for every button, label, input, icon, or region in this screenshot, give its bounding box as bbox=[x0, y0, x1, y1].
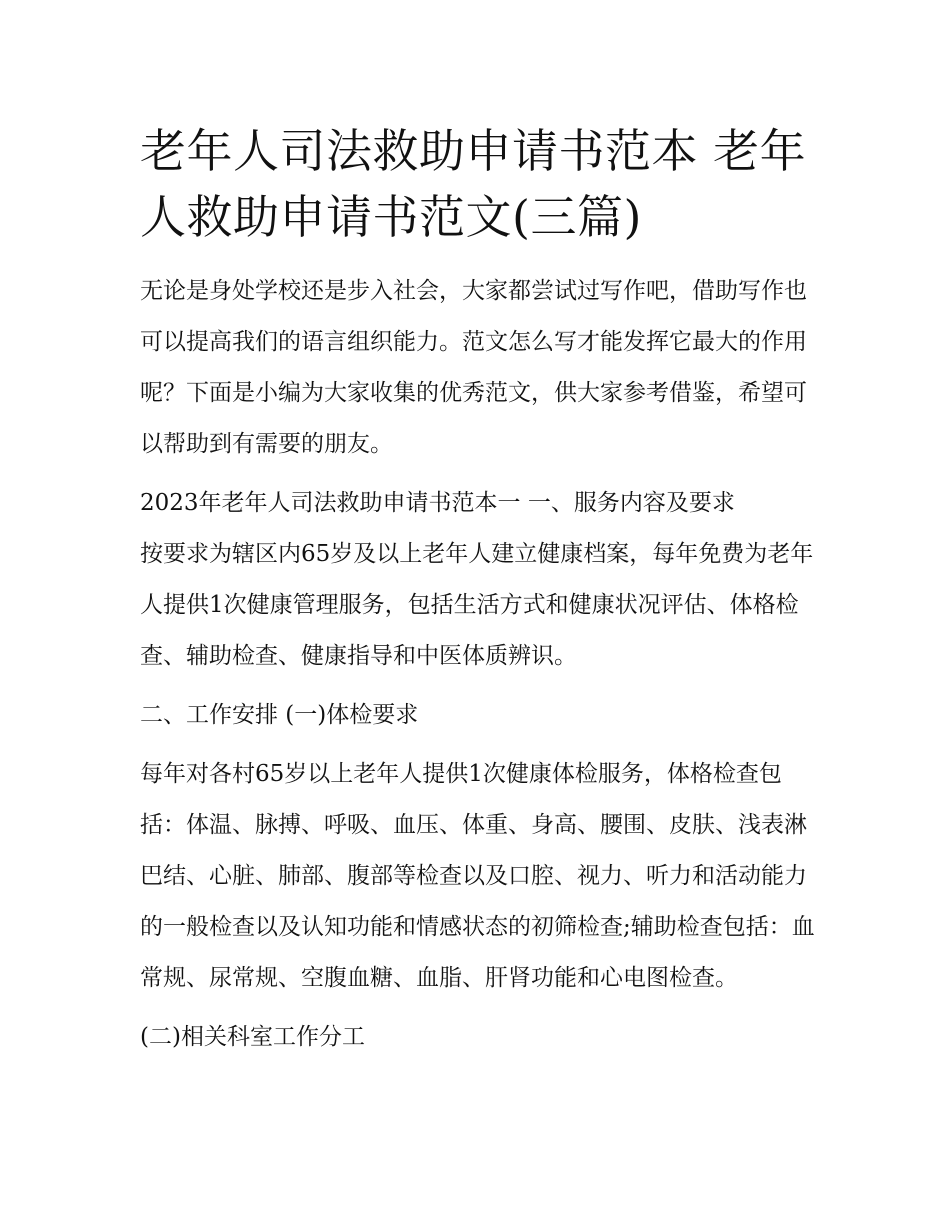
section-heading-arrangement: 二、工作安排 (一)体检要求 bbox=[140, 702, 419, 728]
service-content-paragraph: 按要求为辖区内65岁及以上老年人建立健康档案，每年免费为老年人提供1次健康管理服务，包括生活方式和健康状况评估、体格检查、辅助检查、健康指导和中医体质辨识。 bbox=[140, 541, 814, 669]
document-title: 老年人司法救助申请书范本 老年人救助申请书范文(三篇) bbox=[140, 124, 807, 244]
document-page bbox=[140, 118, 815, 1071]
intro-paragraph: 无论是身处学校还是步入社会，大家都尝试过写作吧，借助写作也可以提高我们的语言组织能力。范文怎么写才能发挥它最大的作用呢？下面是小编为大家收集的优秀范文，供大家参考借鉴，希望可以帮助到有需要的朋友。 bbox=[140, 278, 807, 457]
checkup-paragraph: 每年对各村65岁以上老年人提供1次健康体检服务，体格检查包括：体温、脉搏、呼吸、血压、体重、身高、腰围、皮肤、浅表淋巴结、心脏、肺部、腹部等检查以及口腔、视力、听力和活动能力的一般检查以及认知功能和情感状态的初筛检查;辅助检查包括：血常规、尿常规、空腹血糖、血脂、肝肾功能和心电图检查。 bbox=[140, 761, 815, 991]
section-heading-service: 2023年老年人司法救助申请书范本一 一、服务内容及要求 bbox=[140, 490, 735, 516]
section-heading-division: (二)相关科室工作分工 bbox=[140, 1024, 365, 1050]
